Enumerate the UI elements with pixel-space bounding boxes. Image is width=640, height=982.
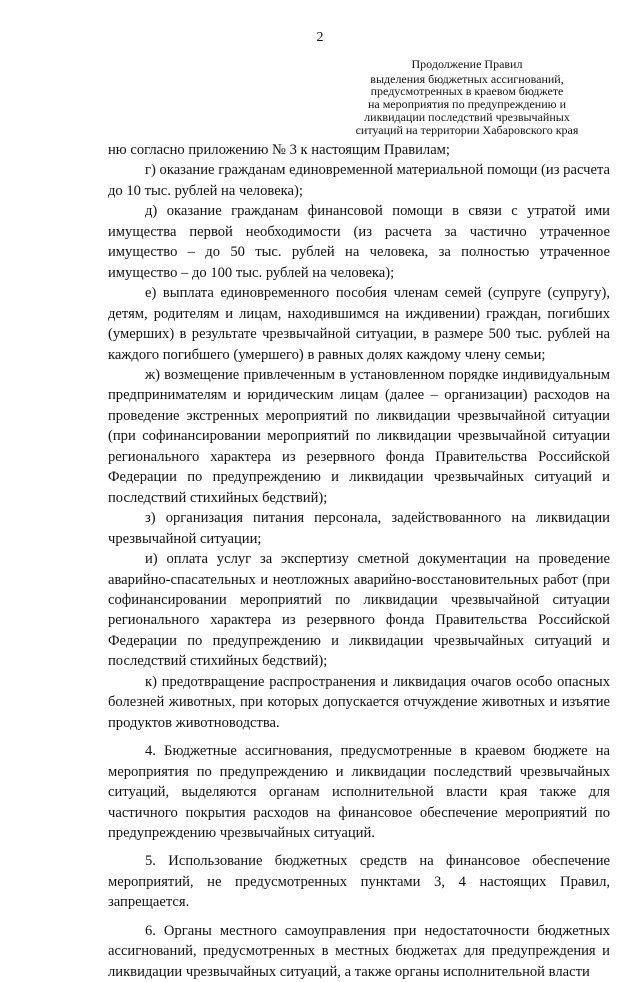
header-line: ликвидации последствий чрезвычайных [364,109,570,124]
paragraph-item-g: г) оказание гражданам единовременной материальной помощи (из расчета до 10 тыс. рублей на человека); [108,162,610,199]
paragraph-section-5: 5. Использование бюджетных средств на финансовое обеспечение мероприятий, не предусмотренных пунктами 3, 4 настоящих Правил, запрещается. [108,853,610,911]
paragraph-item-z: з) организация питания персонала, задействованного на ликвидации чрезвычайной ситуации; [108,510,610,547]
paragraph-item-i: и) оплата услуг за экспертизу сметной документации на проведение аварийно-спасательных и неотложных аварийно-восстановительных работ (при софинансировании мероприятий по ликвидации чрезвычайной ситуации регионального характера из резервного фонда Правительства Российской Федерации по предупреждению и ликвидации чрезвычайных ситуаций и последствий стихийных бедствий); [108,551,610,670]
header-line: выделения бюджетных ассигнований, [370,71,564,86]
header-line: ситуаций на территории Хабаровского края [355,122,579,137]
paragraph-continued: ню согласно приложению № 3 к настоящим Правилам; [108,142,450,158]
paragraph-section-6: 6. Органы местного самоуправления при недостаточности бюджетных ассигнований, предусмотренных в местных бюджетах для предупреждения и ликвидации чрезвычайных ситуаций, а также органы исполнительной власти [108,922,610,980]
paragraph-item-d: д) оказание гражданам финансовой помощи в связи с утратой ими имущества первой необходимости (из расчета за частично утраченное имущество – до 50 тыс. рублей на человека, за полностью утраченное имущество – до 100 тыс. рублей на человека); [108,203,610,281]
paragraph-item-k: к) предотвращение распространения и ликвидация очагов особо опасных болезней животных, при которых допускается отчуждение животных и изъятие продуктов животноводства. [108,673,610,731]
paragraph-item-e: е) выплата единовременного пособия членам семей (супруге (супругу), детям, родителям и лицам, находившимся на иждивении) граждан, погибших (умерших) в результате чрезвычайной ситуации, в размере 500 тыс. рублей на каждого погибшего (умершего) в равных долях каждому члену семьи; [108,285,610,363]
document-body [108,140,610,982]
paragraph-section-4: 4. Бюджетные ассигнования, предусмотренные в краевом бюджете на мероприятия по предупреждению и ликвидации последствий чрезвычайных ситуаций, выделяются органам исполнительной власти края также для частичного покрытия расходов на финансовое обеспечение мероприятий по предупреждению чрезвычайных ситуаций. [108,743,610,841]
page-number: 2 [316,30,324,45]
paragraph-item-zh: ж) возмещение привлеченным в установленном порядке индивидуальным предпринимателям и юридическим лицам (далее – организации) расходов на проведение экстренных мероприятий по ликвидации чрезвычайной ситуации (при софинансировании мероприятий по ликвидации чрезвычайной ситуации регионального характера из резервного фонда Правительства Российской Федерации по предупреждению и ликвидации чрезвычайных ситуаций и последствий стихийных бедствий); [108,366,610,506]
document-header [344,58,590,136]
header-line: на мероприятия по предупреждению и [367,97,567,112]
header-line: предусмотренных в краевом бюджете [370,84,564,99]
header-title: Продолжение Правил [411,57,523,71]
